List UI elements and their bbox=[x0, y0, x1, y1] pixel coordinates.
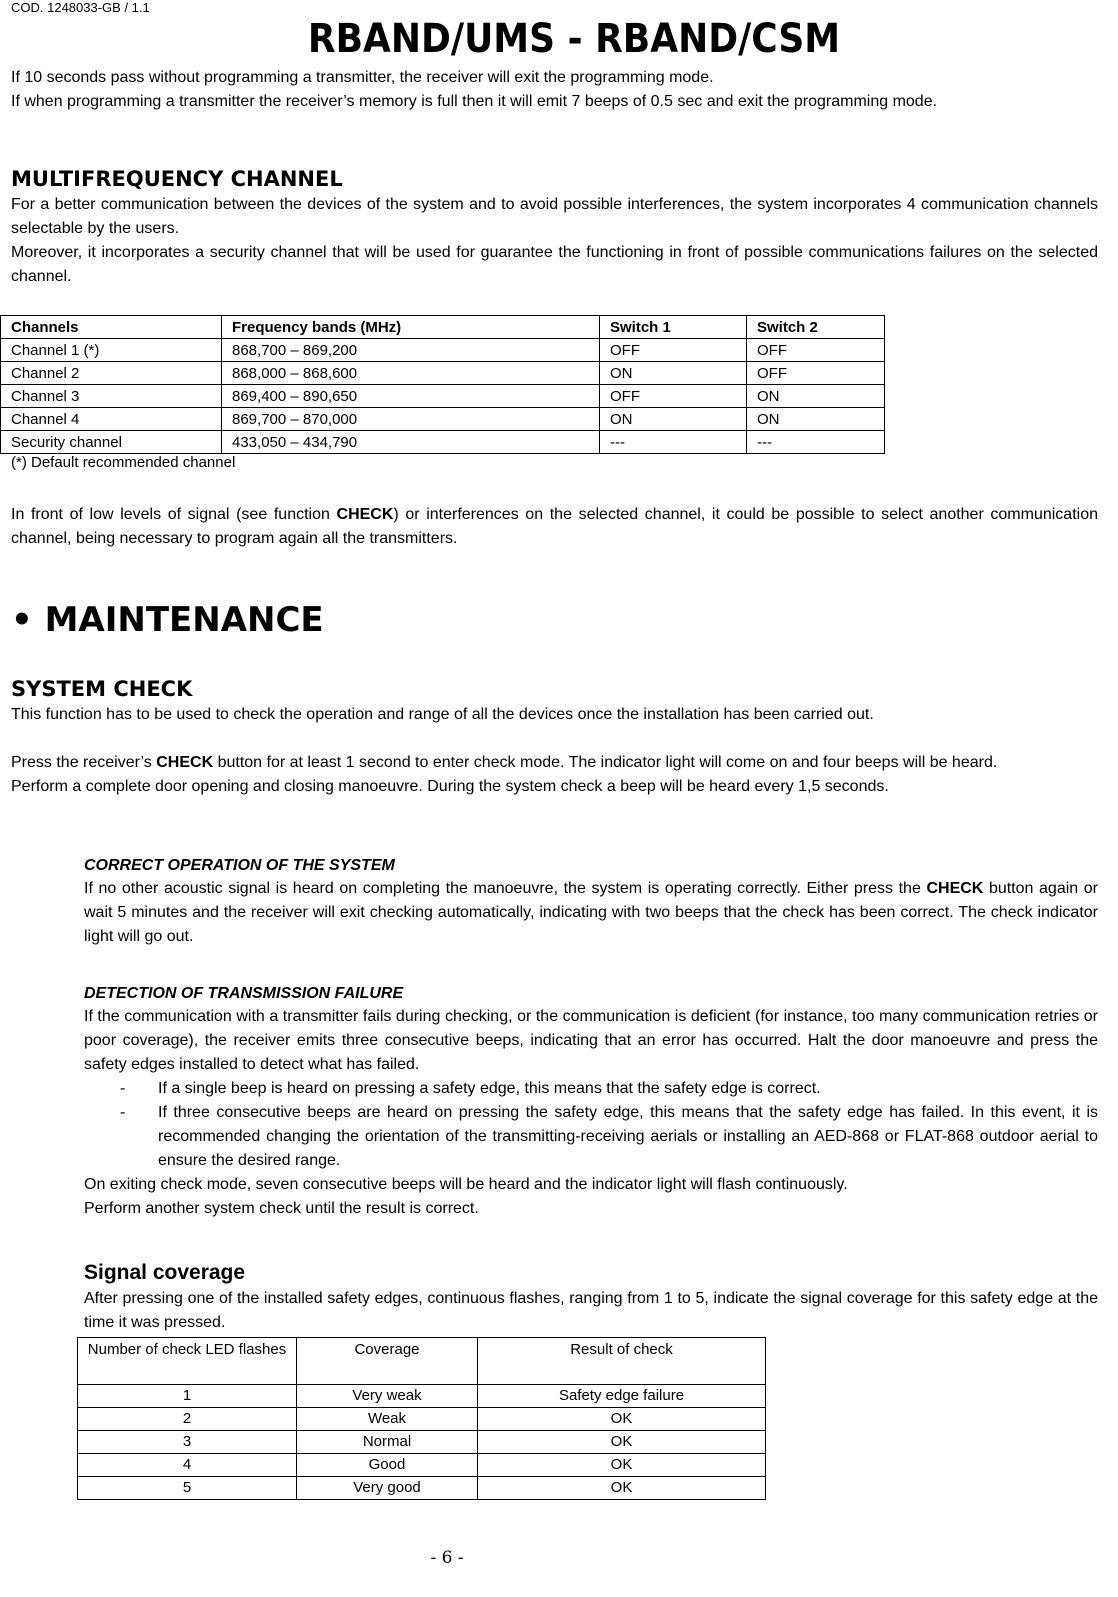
list-item-text: If a single beep is heard on pressing a safety edge, this means that the safety edge is correct. bbox=[158, 1080, 821, 1097]
switch-2-cell: ON bbox=[747, 408, 885, 431]
list-item-text: If three consecutive beeps are heard on pressing the safety edge, this means that the safety edge has failed. In this event, it is recommended changing the orientation of the transmitting-receiving aerials or installing an AED-868 or FLAT-868 outdoor aerial to ensure the desired range. bbox=[158, 1104, 1098, 1169]
intro-section bbox=[11, 66, 1098, 114]
switch-2-cell: OFF bbox=[747, 339, 885, 362]
header-switch-1: Switch 1 bbox=[600, 316, 747, 339]
transmission-failure-paragraph-1: If the communication with a transmitter fails during checking, or the communication is deficient (for instance, too many communication retries or poor coverage), the receiver emits three consecutive beeps, indicating that an error has occurred. Halt the door manoeuvre and press the safety edges installed to detect what has failed. bbox=[84, 1008, 1098, 1073]
switch-1-cell: OFF bbox=[600, 385, 747, 408]
coverage-cell: Weak bbox=[297, 1408, 478, 1431]
flashes-cell: 5 bbox=[78, 1477, 297, 1500]
coverage-cell: Very weak bbox=[297, 1385, 478, 1408]
system-check-p2-after: button for at least 1 second to enter check mode. The indicator light will come on and four beeps will be heard. bbox=[213, 754, 998, 771]
maintenance-heading-row bbox=[11, 600, 1098, 640]
table-row bbox=[1, 362, 885, 385]
table-row bbox=[1, 431, 885, 454]
multifrequency-paragraph-2: Moreover, it incorporates a security channel that will be used for guarantee the functioning in front of possible communications failures on the selected channel. bbox=[11, 244, 1098, 285]
transmission-failure-heading: DETECTION OF TRANSMISSION FAILURE bbox=[84, 985, 404, 1002]
check-keyword: CHECK bbox=[336, 506, 394, 523]
check-paragraph-after: ) or interferences on the selected channel, it could be possible to select another communication channel, being necessary to program again all the transmitters. bbox=[11, 506, 1099, 547]
system-check-heading: SYSTEM CHECK bbox=[11, 677, 193, 701]
switch-1-cell: ON bbox=[600, 362, 747, 385]
header-frequency: Frequency bands (MHz) bbox=[222, 316, 600, 339]
system-check-p2-before: Press the receiver’s bbox=[11, 754, 157, 771]
switch-2-cell: OFF bbox=[747, 362, 885, 385]
table-row bbox=[1, 408, 885, 431]
switch-1-cell: OFF bbox=[600, 339, 747, 362]
header-result: Result of check bbox=[478, 1338, 766, 1385]
channel-cell: Channel 1 (*) bbox=[1, 339, 222, 362]
table-row bbox=[78, 1408, 766, 1431]
channel-table-header bbox=[1, 316, 885, 339]
switch-1-cell: ON bbox=[600, 408, 747, 431]
correct-operation-section bbox=[84, 855, 1098, 949]
system-check-paragraph-2 bbox=[11, 751, 1098, 775]
check-paragraph-before: In front of low levels of signal (see function bbox=[11, 506, 337, 523]
coverage-table-header bbox=[78, 1338, 766, 1385]
result-cell: Safety edge failure bbox=[478, 1385, 766, 1408]
intro-paragraph-1: If 10 seconds pass without programming a transmitter, the receiver will exit the programming mode. bbox=[11, 69, 714, 86]
check-paragraph bbox=[11, 503, 1098, 551]
table-row bbox=[78, 1431, 766, 1454]
table-row bbox=[78, 1454, 766, 1477]
signal-coverage-paragraph: After pressing one of the installed safety edges, continuous flashes, ranging from 1 to 5, indicate the signal coverage for this safety edge at the time it was pressed. bbox=[84, 1290, 1098, 1331]
system-check-paragraph-1: This function has to be used to check the operation and range of all the devices once the installation has been carried out. bbox=[11, 706, 874, 723]
table-row bbox=[1, 339, 885, 362]
transmission-failure-paragraph-2: On exiting check mode, seven consecutive beeps will be heard and the indicator light will flash continuously. bbox=[84, 1176, 848, 1193]
channel-cell: Channel 3 bbox=[1, 385, 222, 408]
switch-1-cell: --- bbox=[600, 431, 747, 454]
document-title: RBAND/UMS - RBAND/CSM bbox=[307, 16, 841, 62]
switch-2-cell: ON bbox=[747, 385, 885, 408]
correct-operation-after: button again or wait 5 minutes and the receiver will exit checking automatically, indicating with two beeps that the check has been correct. The check indicator light will go out. bbox=[84, 880, 1098, 945]
signal-coverage-section bbox=[84, 1259, 1098, 1335]
header-channels: Channels bbox=[1, 316, 222, 339]
channel-cell: Security channel bbox=[1, 431, 222, 454]
check-keyword: CHECK bbox=[156, 754, 214, 771]
dash-icon: - bbox=[120, 1104, 126, 1121]
correct-operation-heading: CORRECT OPERATION OF THE SYSTEM bbox=[84, 857, 395, 874]
header-switch-2: Switch 2 bbox=[747, 316, 885, 339]
table-row bbox=[1, 385, 885, 408]
coverage-cell: Normal bbox=[297, 1431, 478, 1454]
flashes-cell: 1 bbox=[78, 1385, 297, 1408]
multifrequency-section bbox=[11, 165, 1098, 289]
correct-operation-before: If no other acoustic signal is heard on completing the manoeuvre, the system is operating correctly. Either press the bbox=[84, 880, 927, 897]
flashes-cell: 4 bbox=[78, 1454, 297, 1477]
system-check-paragraph-3: Perform a complete door opening and closing manoeuvre. During the system check a beep will be heard every 1,5 seconds. bbox=[11, 778, 889, 795]
switch-2-cell: --- bbox=[747, 431, 885, 454]
list-item bbox=[84, 1077, 1098, 1101]
result-cell: OK bbox=[478, 1431, 766, 1454]
frequency-cell: 869,700 – 870,000 bbox=[222, 408, 600, 431]
multifrequency-heading: MULTIFREQUENCY CHANNEL bbox=[11, 167, 343, 191]
check-keyword: CHECK bbox=[926, 880, 984, 897]
coverage-cell: Very good bbox=[297, 1477, 478, 1500]
channel-table bbox=[0, 315, 885, 454]
result-cell: OK bbox=[478, 1477, 766, 1500]
correct-operation-paragraph bbox=[84, 877, 1098, 949]
table-row bbox=[78, 1385, 766, 1408]
channel-cell: Channel 4 bbox=[1, 408, 222, 431]
transmission-failure-paragraph-3: Perform another system check until the result is correct. bbox=[84, 1200, 479, 1217]
page-number: - 6 - bbox=[430, 1548, 464, 1568]
dash-icon: - bbox=[120, 1080, 126, 1097]
frequency-cell: 433,050 – 434,790 bbox=[222, 431, 600, 454]
signal-coverage-heading: Signal coverage bbox=[84, 1261, 246, 1284]
coverage-table bbox=[77, 1337, 766, 1500]
intro-paragraph-2: If when programming a transmitter the receiver’s memory is full then it will emit 7 beeps of 0.5 sec and exit the programming mode. bbox=[11, 93, 938, 110]
header-led-flashes: Number of check LED flashes bbox=[78, 1338, 297, 1385]
table-row bbox=[78, 1477, 766, 1500]
result-cell: OK bbox=[478, 1408, 766, 1431]
frequency-cell: 868,700 – 869,200 bbox=[222, 339, 600, 362]
flashes-cell: 3 bbox=[78, 1431, 297, 1454]
maintenance-heading: MAINTENANCE bbox=[44, 600, 324, 640]
list-item bbox=[84, 1101, 1098, 1173]
channel-table-note: (*) Default recommended channel bbox=[11, 454, 236, 471]
result-cell: OK bbox=[478, 1454, 766, 1477]
check-paragraph-section bbox=[11, 503, 1098, 551]
channel-cell: Channel 2 bbox=[1, 362, 222, 385]
header-coverage: Coverage bbox=[297, 1338, 478, 1385]
transmission-failure-section bbox=[84, 983, 1098, 1221]
system-check-section bbox=[11, 675, 1098, 799]
coverage-cell: Good bbox=[297, 1454, 478, 1477]
flashes-cell: 2 bbox=[78, 1408, 297, 1431]
multifrequency-paragraph-1: For a better communication between the devices of the system and to avoid possible interferences, the system incorporates 4 communication channels selectable by the users. bbox=[11, 196, 1098, 237]
frequency-cell: 869,400 – 890,650 bbox=[222, 385, 600, 408]
document-code: COD. 1248033-GB / 1.1 bbox=[11, 0, 150, 15]
bullet-icon: • bbox=[11, 600, 33, 640]
frequency-cell: 868,000 – 868,600 bbox=[222, 362, 600, 385]
